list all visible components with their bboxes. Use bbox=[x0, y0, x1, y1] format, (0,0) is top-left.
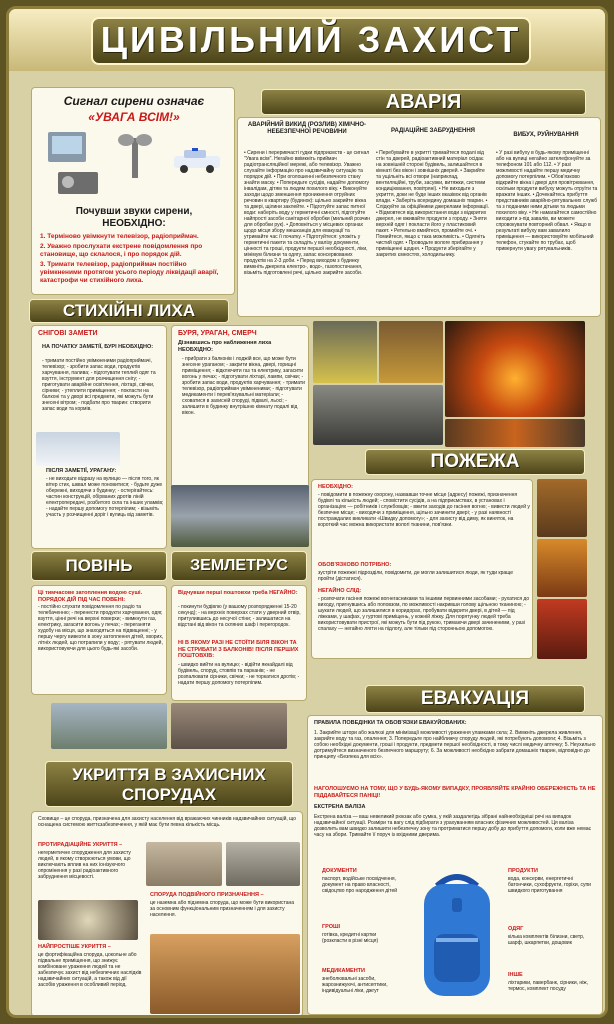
fire-necessary: НЕОБХІДНО: bbox=[318, 484, 353, 490]
clothes-title: ОДЯГ bbox=[508, 926, 524, 932]
backpack-icon bbox=[412, 864, 502, 1004]
signal-item-1: 1. Терміново увімкнути телевізор, радіоприймач. bbox=[40, 233, 199, 240]
extinguish-photo-2 bbox=[537, 539, 587, 597]
building-fire-photo bbox=[445, 419, 585, 447]
money-title: ГРОШІ bbox=[322, 924, 341, 930]
quake-after: - швидко вийти на вулицю; - відійти якнайдалі від будівель, споруд, стовпів та парканів; - не розпалювати сірники, свічки; - не торкатися дротів; - надати першу допомогу потерпілим. bbox=[178, 662, 300, 686]
fire-panel bbox=[311, 479, 533, 659]
snow-panel bbox=[31, 325, 167, 549]
explosion-text: • У разі вибуху в будь-якому приміщенні або на вулиці негайно зателефонуйте за телефоном 101 або 112. • У разі можливості надайте першу медичну допомогу потерпілим. • Обов'язково відкрийте вікна і двері для провітрювання, оскільки продукти вибуху можуть отруїти та вражати інших. • Дочекайтесь прибуття представників аварійно-рятувальних служб та з поданими ними дітьми та людьми похилого віку. • Не намагайтеся самостійно виходити з-під завалів, ви можете спровокувати повторний обвал. • Якщо в результаті вибуху вам завалило приміщення — використовуйте мобільний телефон, стукайте по трубах, щоб привернути увагу рятувальників. bbox=[496, 150, 598, 252]
snow-photo bbox=[36, 432, 120, 466]
quake-photo bbox=[171, 703, 287, 749]
food-title: ПРОДУКТИ bbox=[508, 868, 538, 874]
quake-text: - покинути будівлю (у вашому розпорядженні 15-20 секунд); - на верхніх поверхах стати у дверний отвір, притулившись до несучої стіни; - залишатися на відстані від вікон та скляних шаф і перегородок. bbox=[178, 604, 301, 628]
meds-title: МЕДИКАМЕНТИ bbox=[322, 968, 365, 974]
flood-photo bbox=[51, 703, 167, 749]
shelter-room-photo-1 bbox=[146, 842, 222, 886]
extinguish-photo-1 bbox=[537, 479, 587, 537]
after-text: - не виходьте відразу на вулицю — після того, як вітер стих, шквал може поновитися; - будьте дуже обережні, виходячи з будинку; - остерігайтесь: частин конструкцій, обірваних дротів ліній електропередачі, розбитого скла та інших уламків; - надайте першу допомогу потерпілим; - візьміть участь у розчищенні доріг і вулиць від заметів. bbox=[46, 476, 164, 518]
evac-rules-title: ПРАВИЛА ПОВЕДІНКИ ТА ОБОВ'ЯЗКИ ЕВАКУЙОВАНИХ: bbox=[314, 720, 467, 726]
food-text: вода, консерви, енергетичні батончики, сухофрукти, горіхи, супи швидкого приготування bbox=[508, 876, 591, 894]
anti-title: ПРОТИРАДІАЦІЙНЕ УКРИТТЯ – bbox=[38, 842, 123, 848]
other-text: ліхтарики, павербанк, сірники, ніж, термос, комплект посуду bbox=[508, 980, 589, 992]
fire-possible-text: зустріти пожежні підрозділи, повідомити, де могли залишитися люди, як туди краще пройти (дістатися). bbox=[318, 570, 514, 582]
docs-title: ДОКУМЕНТИ bbox=[322, 868, 357, 874]
quake-warning: НІ В ЯКОМУ РАЗІ НЕ СТОЇТИ БІЛЯ ВІКОН ТА НЕ СТРИБАТИ З БАЛКОНІВ! ПІСЛЯ ПЕРШИХ ПОШТОВХІВ: bbox=[178, 640, 299, 659]
rescue-photo bbox=[313, 321, 377, 383]
smoke-photo bbox=[313, 385, 443, 445]
chemical-text: • Сирени і переривчасті гудки підприємств - це сигнал "Увага всім". Негайно ввімкніть приймач радіотрансляційної мережі, або телевізор. Уважно слухайте інформацію про надзвичайну ситуацію та порядок дій. • При оголошенні небезпечного стану знайти маску. • Попередьте сусідів, надайте допомогу інвалідам, дітям та людям похилого віку. • Виконуйте заходи щодо зменшення проникнення отруйних речовин в квартиру (будинок): щільно закрийте вікна та двері, щілини заклейте. • Підготуйте запас питної води: наберіть воду у герметичні ємності, підготуйте найпрості засоби санітарної обробки (мильний розчин для обробки рук). • Доповніться у місцевих органах щодо місця збору мешканців для евакуації та утримайте час її початку. • Підготуйтеся: уложіть у герметичні пакети та складіть у валізу документи, цінності та гроші, продукти першої необхідності, ліки, мінімум білизни та одягу, запас консервованих продуктів на 2-3 доби. • Перед виходом з будинку вимкніть джерела електро-, водо-, газопостачання, візьміть підготовлені речі, щільно закрийте засоби. bbox=[244, 150, 370, 276]
quake-heading: ЗЕМЛЕТРУС bbox=[171, 551, 307, 581]
dual-title: СПОРУДА ПОДВІЙНОГО ПРИЗНАЧЕННЯ – bbox=[150, 892, 264, 898]
basement-photo bbox=[150, 934, 300, 1014]
extinguish-photo-3 bbox=[537, 599, 587, 659]
fire-necessary-text: - повідомити в пожежну охорону, назвавши точне місце (адресу) пожежі, призначення будівлі та кількість людей; - сповістити сусідів, а на підприємствах, в установах і організаціях — робітників і службовців; - вжити заходів до гасіння вогню; - вивести людей у безпечне місце; - виходячи з приміщення, щільно зачинити двері; - у разі наявності постраждалих викликати «Швидку допомогу»; - для захисту від диму, як виняток, на короткий час можна використати вологі тканини, пов'язки. bbox=[318, 492, 530, 528]
signal-item-3: 3. Тримати телевізор, радіоприймач постійно увімкненими протягом усього періоду ліквідації аварії, катастрофи чи стихійного лиха. bbox=[40, 261, 219, 284]
accident-heading: АВАРІЯ bbox=[261, 89, 586, 115]
evac-rules-text: 1. Закрийте штори або жалюзі для мінімізації можливості ураження уламками скла; 2. Вимкніть джерела живлення, закрийте воду та газ, опалення; 3. Попередьте про найближчу споруду людей, які потребують допомоги; 4. Візьміть з собою необхідні документи, гроші і продукти, предмети першої необхідності, в тому числі медичну аптечку; 5. Неухильно дотримуйтеся визначеного безпечного маршруту; 6. За можливості необхідно забрати домашніх тварин, відповідно до принципу «Безпека для всіх». bbox=[314, 730, 596, 760]
radio-illustration bbox=[58, 172, 98, 194]
evac-warning: НАГОЛОШУЄМО НА ТОМУ, ЩО У БУДЬ-ЯКОМУ ВИПАДКУ, ПРОЯВЛЯЙТЕ КРАЙНЮ ОБЕРЕЖНІСТЬ ТА НЕ ПІДДАВАЙТЕСЯ ПАНІЦІ! bbox=[314, 786, 596, 799]
shelter-room-photo-2 bbox=[226, 842, 300, 886]
shelters-heading: УКРИТТЯ В ЗАХИСНИХ СПОРУДАХ bbox=[45, 761, 293, 807]
fire-photo bbox=[445, 321, 585, 417]
snow-text: - тримати постійно увімкненими радіоприймачі, телевізор; - зробити запас води, продуктів харчування, палива; - підготувати теплий одяг та взуття, інструмент для розчищення снігу; - приготувати аварійне освітлення, ліхтарі, свічки, сірники; - утеплити приміщення; - покласти на балконі та у дворі всі предмети, які можуть бути знесені вітром; - подбати про тварин: створити запас води та кормів. bbox=[42, 358, 156, 412]
storm-title: БУРЯ, УРАГАН, СМЕРЧ bbox=[178, 330, 257, 337]
storm-text: - прибрати з балконів і лоджій все, що може бути знесене ураганом; - закрити вікна, двері, горищні приміщення; - відключити газ та електрику, загасити вогонь у печах; - підготувати ліхтарі, лампи, свічки; - зробити запас води, продуктів харчування; - тримати телевізор, радіоприймач увімкненими; - підготувати медикаменти і перев'язувальні матеріали; - сховатися в захисній споруді, підвалі, льосі; - залишити в будинку внутрішню кімнату подалі від вікон. bbox=[182, 356, 305, 416]
quake-intro: Відчувши перші поштовхи треба НЕГАЙНО: bbox=[178, 590, 298, 596]
siren-icon bbox=[116, 128, 154, 180]
police-car-illustration bbox=[172, 148, 222, 174]
hear-siren-title: Почувши звуки сирени, НЕОБХІДНО: bbox=[75, 206, 193, 229]
fire-heading: ПОЖЕЖА bbox=[365, 449, 585, 475]
shelter-def-text: Сховище – це споруда, призначена для захисту населення від вражаючих чинників надзвичайних ситуацій, що оснащена системою життєзабезпечення, у якій має бути певна кількість місць. bbox=[38, 816, 296, 828]
snow-title: СНІГОВІ ЗАМЕТИ bbox=[38, 330, 98, 337]
after-intro: ПІСЛЯ ЗАМЕТІЇ, УРАГАНУ: bbox=[46, 468, 117, 474]
page-title: ЦИВІЛЬНИЙ ЗАХИСТ bbox=[91, 17, 531, 65]
flood-panel bbox=[31, 585, 167, 695]
fire-possible: ОБОВ'ЯЗКОВО ПОТРІБНО: bbox=[318, 562, 392, 568]
other-title: ІНШЕ bbox=[508, 972, 523, 978]
chemical-title: АВАРІЙНИЙ ВИКИД (РОЗЛИВ) ХІМІЧНО-НЕБЕЗПЕЧНОЇ РЕЧОВИНИ bbox=[247, 122, 367, 135]
snow-intro: НА ПОЧАТКУ ЗАМЕТІЇ, БУРІ НЕОБХІДНО: bbox=[42, 344, 154, 350]
shelters-panel bbox=[31, 811, 303, 1017]
flood-intro: Ці тимчасове затоплення водою суші. ПОРЯДОК ДІЙ ПІД ЧАС ПОВЕНІ: bbox=[38, 590, 143, 603]
storm-intro: Дізнавшись про наближення лиха НЕОБХІДНО: bbox=[178, 340, 272, 353]
money-text: готівка, кредитні картки (розкласти в різні місця) bbox=[322, 932, 379, 944]
radiation-text: • Перебувайте в укритті тримайтеся подалі від стін та дверей, радіоактивний матеріал осідає на зовнішній стороні будівель, залишайтеся в кімнаті без вікон і зовнішніх дверей. • Закрийте та ущільніть всі отвори (наприклад, вентиляційні, труби, засувки, витяжки, системи кондиціювання, повітряні). • Не виходьте з укриття, доки не буде інших вказівок від органів влади. • Заберіть всередину домашніх тварин. • Слідкуйте за офіційними джерелами інформації. • Відмовтеся від використання води з відкритих джерел, не вживайте продукти з городу. • Зняти верхній одяг і покласти його у пластиковий пакет. • Ретельно вмийтеся, промийте очі. • Помийтеся, якщо є така можливість. • Одягніть чистий одяг. • Проводьте вологе прибирання у приміщенні щодня. • Продукти зберігайте у закритих ємностях, холодильнику. bbox=[376, 150, 490, 258]
tunnel-photo bbox=[38, 900, 138, 940]
tv-radio-illustration bbox=[48, 132, 86, 162]
flood-text: - постійно слухати повідомлення по радіо та телебаченню; - перенести продукти харчування, одяг, взуття, цінні речі на верхні поверхи; - вимкнути газ, електрику, загасити вогонь у печах; - переганяти худобу на місця, що знаходяться на підвищенні; - у першу чергу вивезти в зону затоплення дітей, хворих, літніх людей, що потрапили у воду; - рятувати людей, використовуючи для цього будь-які засоби. bbox=[38, 604, 164, 652]
bag-title: ЕКСТРЕНА ВАЛІЗА bbox=[314, 804, 366, 810]
clothes-text: кілька комплектів білизни, светр, шарф, шкарпетки, дощовик bbox=[508, 934, 585, 946]
radiation-title: РАДІАЦІЙНЕ ЗАБРУДНЕННЯ bbox=[390, 128, 475, 134]
disasters-heading: СТИХІЙНІ ЛИХА bbox=[29, 299, 229, 323]
fire-forbidden-text: - розпочати гасіння пожежі вогнегасниками та іншими первинними засобами; - рухатися до виходу, пригнувшись або поповзом, по можливості накривши голову щільною тканиною; - шукати людей, що залишилися в коридорах, пробувати відкрити двері, в дітей — під ліжками, у шафах, у гуртові приміщень, у кожній ліжку. Для порятунку людей треба використовувати пристрої, які можуть бути під рукою, тримаючи двері зачиненими, у разі спалаху — негайно лягти на підлогу, але тільки під сторонньою допомогою. bbox=[318, 596, 530, 632]
dual-text: це наземна або підземна споруда, що може бути використана за основним функціональним призначенням і для захисту населення. bbox=[150, 900, 295, 918]
firefighters-photo bbox=[379, 321, 443, 383]
signal-line1: Сигнал сирени означає bbox=[63, 94, 205, 108]
meds-text: знеболювальні засоби, жарознижуючі, антисептики, індивідуальні ліки, джгут bbox=[322, 976, 388, 994]
bag-text: Екстрена валіза — ваш невеликий рюкзак або сумка, у якій заздалегідь зібрані найнеобхідніші речі на випадок надзвичайної ситуації. Розміри та вагу слід підбирати з урахуванням власних фізичних можливостей. Ця валіза дозволить вам швидко залишити небезпечну зону та протриматися першу добу до прибуття допомоги, коли вже немає часу на збори. Тримайте її поруч із вхідними дверима. bbox=[314, 814, 592, 838]
poster-board bbox=[6, 6, 608, 1018]
evacuation-panel bbox=[307, 715, 603, 1015]
anti-text: негерметичне спорудження для захисту людей, в якому створюються умови, що виключають вплив на них іонізуючого опромінення у разі радіоактивного забруднення місцевості. bbox=[38, 850, 131, 880]
siren-signal-panel bbox=[31, 87, 235, 295]
storm-photo bbox=[171, 485, 309, 547]
storm-panel bbox=[171, 325, 309, 505]
flood-heading: ПОВІНЬ bbox=[31, 551, 167, 581]
signal-item-2: 2. Уважно прослухати екстрене повідомлення про становище, що склалося, і про порядок дій. bbox=[40, 243, 203, 258]
quake-panel bbox=[171, 585, 307, 701]
simple-title: НАЙПРОСТІШЕ УКРИТТЯ – bbox=[38, 944, 111, 950]
shelter-def bbox=[38, 816, 300, 838]
explosion-title: ВИБУХ, РУЙНУВАННЯ bbox=[513, 132, 579, 138]
accident-panel bbox=[237, 117, 601, 317]
fire-forbidden: НЕГАЙНО СЛІД: bbox=[318, 588, 362, 594]
evacuation-heading: ЕВАКУАЦІЯ bbox=[365, 685, 585, 713]
simple-text: це фортифікаційна споруда, цокольне або підвальне приміщення, що знижує комбіноване ураження людей та не забезпечує захист від небезпечних наслідків надзвичайних ситуацій, а також від дії засобів ураження в особливий період. bbox=[38, 952, 142, 988]
docs-text: паспорт, водійське посвідчення, документ на право власності, свідоцтво про народження дітей bbox=[322, 876, 398, 894]
signal-line2: «УВАГА ВСІМ!» bbox=[88, 110, 180, 124]
